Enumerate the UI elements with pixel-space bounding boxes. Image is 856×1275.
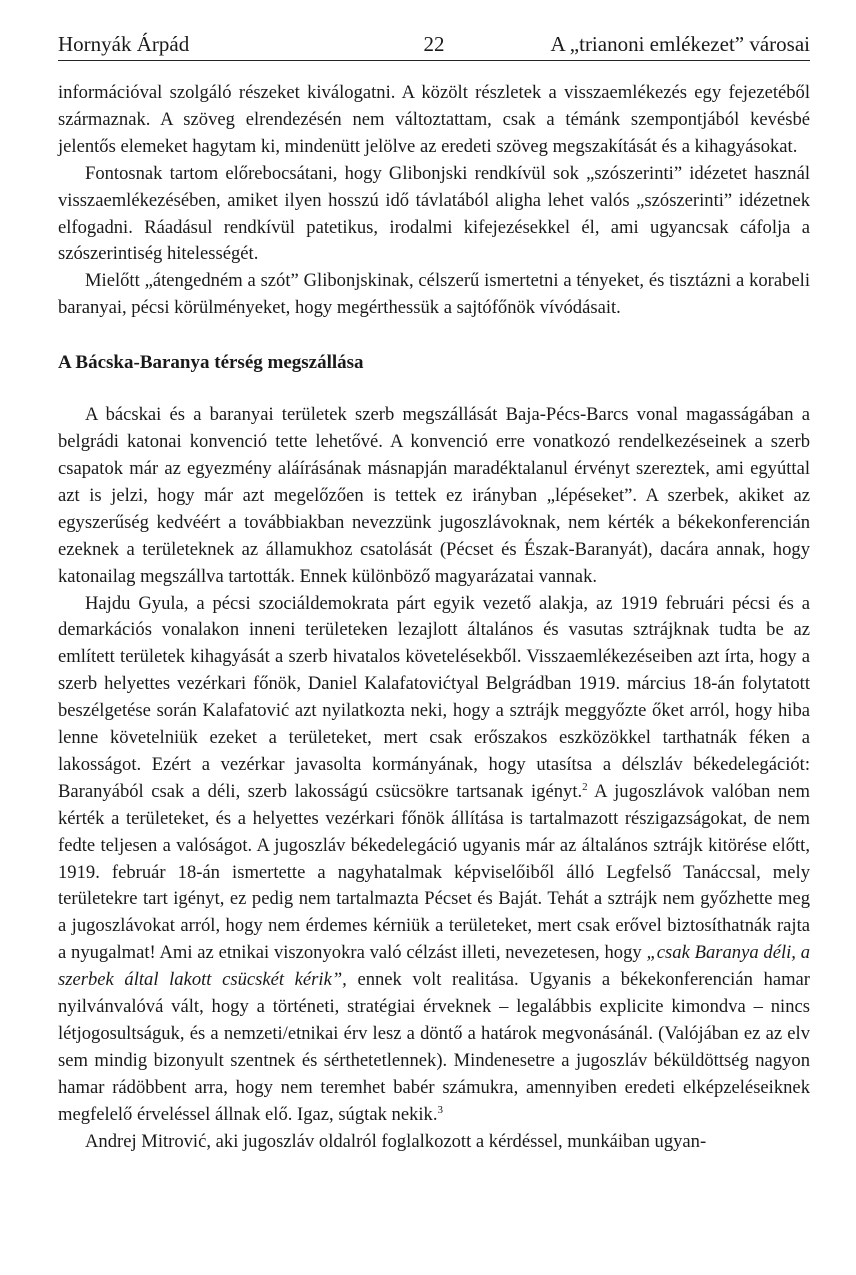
paragraph-5-part-b: A jugoszlávok valóban nem kérték a területeket, és a helyettes vezérkari főnök állítása is tartalmazott részigazságokat, de nem fedte teljesen a valóságot. A jugoszláv békedelegáció ugyanis már az általános sztrájk kitörése előtt, 1919. február 18-án ismertette a nagyhatalmak képviselőiből álló Legfelső Tanáccsal, mely területekre tart igényt, ez pedig nem tartalmazta Pécset és Baját. Tehát a sztrájk nem győzhette meg a jugoszlávokat arról, hogy nem érdemes kérniük a területeket, mert csak erővel biztosíthatnák rajta a nyugalmat! Ami az etnikai viszonyokra való célzást illeti, nevezetesen, hogy — [58, 780, 810, 964]
section-title: A Bácska-Baranya térség megszállása — [58, 352, 364, 374]
header-running-title: A „trianoni emlékezet” városai — [550, 32, 810, 56]
page-body — [58, 80, 810, 1156]
footnote-ref-3: 3 — [437, 1103, 443, 1116]
running-header — [58, 30, 810, 61]
footnote-ref-2: 2 — [582, 780, 588, 793]
paragraph-6: Andrej Mitrović, aki jugoszláv oldalról foglalkozott a kérdéssel, munkáiban ugyan- — [85, 1130, 707, 1152]
paragraph-5-part-c: ennek volt realitása. Ugyanis a békekonferencián hamar nyilvánvalóvá vált, hogy a történeti, stratégiai érveknek – legalábbis explicite kimondva – nincs létjogosultságuk, és a nemzeti/etnikai érv lesz a döntő a határok megvonásánál. (Valójában ez az elv sem mindig bizonyult szentnek és sérthetetlennek). Mindenesetre a jugoszláv béküldöttség nagyon hamar rádöbbent arra, hogy nem teremhet babér számukra, amennyiben eredeti elképzeléseiknek megfelelő érveléssel állnak elő. Igaz, súgtak nekik. — [58, 969, 810, 1125]
paragraph-5-part-a: Hajdu Gyula, a pécsi szociáldemokrata párt egyik vezető alakja, az 1919 februári pécsi és a demarkációs vonalakon inneni területeken lezajlott általános és vasutas sztrájknak tudta be az említett területek kihagyását a szerb hivatalos követelésekből. Visszaemlékezéseiben azt írta, hogy a szerb helyettes vezérkari főnök, Daniel Kalafatovićtyal Belgrádban 1919. március 18-án folytatott beszélgetése során Kalafatović azt nyilatkozta neki, hogy a sztrájk meggyőzte őket arról, hogy hiba lenne követelniük ezeket a területeket, mert csak erőszakos eszközökkel tarthatnák féken a lakosságot. Ezért a vezérkar javasolta kormányának, hogy utasítsa a délszláv békedelegációt: Baranyából csak a déli, szerb lakosságú csücsökre tartsanak igényt. — [58, 592, 810, 802]
paragraph-3: Mielőtt „átengedném a szót” Glibonjskinak, célszerű ismertetni a tényeket, és tisztázni a korabeli baranyai, pécsi körülményeket, hogy megérthessük a sajtófőnök vívódásait. — [58, 270, 810, 319]
paragraph-2: Fontosnak tartom előrebocsátani, hogy Glibonjski rendkívül sok „szószerinti” idézetet használ visszaemlékezésében, amiket ilyen hosszú idő távlatából aligha lehet valós „szószerinti” idézetnek elfogadni. Ráadásul rendkívül patetikus, irodalmi kifejezésekkel él, ami ugyancsak cáfolja a szószerintiség hitelességét. — [58, 162, 810, 265]
header-page-number: 22 — [423, 32, 445, 56]
header-author: Hornyák Árpád — [58, 32, 190, 56]
paragraph-1: információval szolgáló részeket kiválogatni. A közölt részletek a visszaemlékezés egy fejezetéből származnak. A szöveg elrendezésén nem változtattam, csak a témánk szempontjából kevésbé jelentős elemeket hagytam ki, mindenütt jelölve az eredeti szöveg megszakítását és a kihagyásokat. — [58, 82, 810, 157]
paragraph-5-quote: „csak Baranya déli, a szerbek által lakott csücskét kérik”, — [58, 942, 811, 991]
paragraph-5 — [58, 591, 810, 1129]
paragraph-4: A bácskai és a baranyai területek szerb megszállását Baja-Pécs-Barcs vonal magasságában a belgrádi katonai konvenció tette lehetővé. A konvenció erre vonatkozó rendelkezéseinek a szerb csapatok már az egyezmény aláírásának másnapján maradéktalanul érvényt szereztek, ami egyúttal azt is jelzi, hogy már azt megelőzően is tettek ez irányban „lépéseket”. A szerbek, akiket az egyszerűség kedvéért a továbbiakban nevezzünk jugoszlávoknak, nem kérték a békekonferencián ezeknek a területeknek az államukhoz csatolását (Pécset és Észak-Baranyát), dacára annak, hogy katonailag megszállva tartották. Ennek különböző magyarázatai vannak. — [58, 404, 810, 587]
